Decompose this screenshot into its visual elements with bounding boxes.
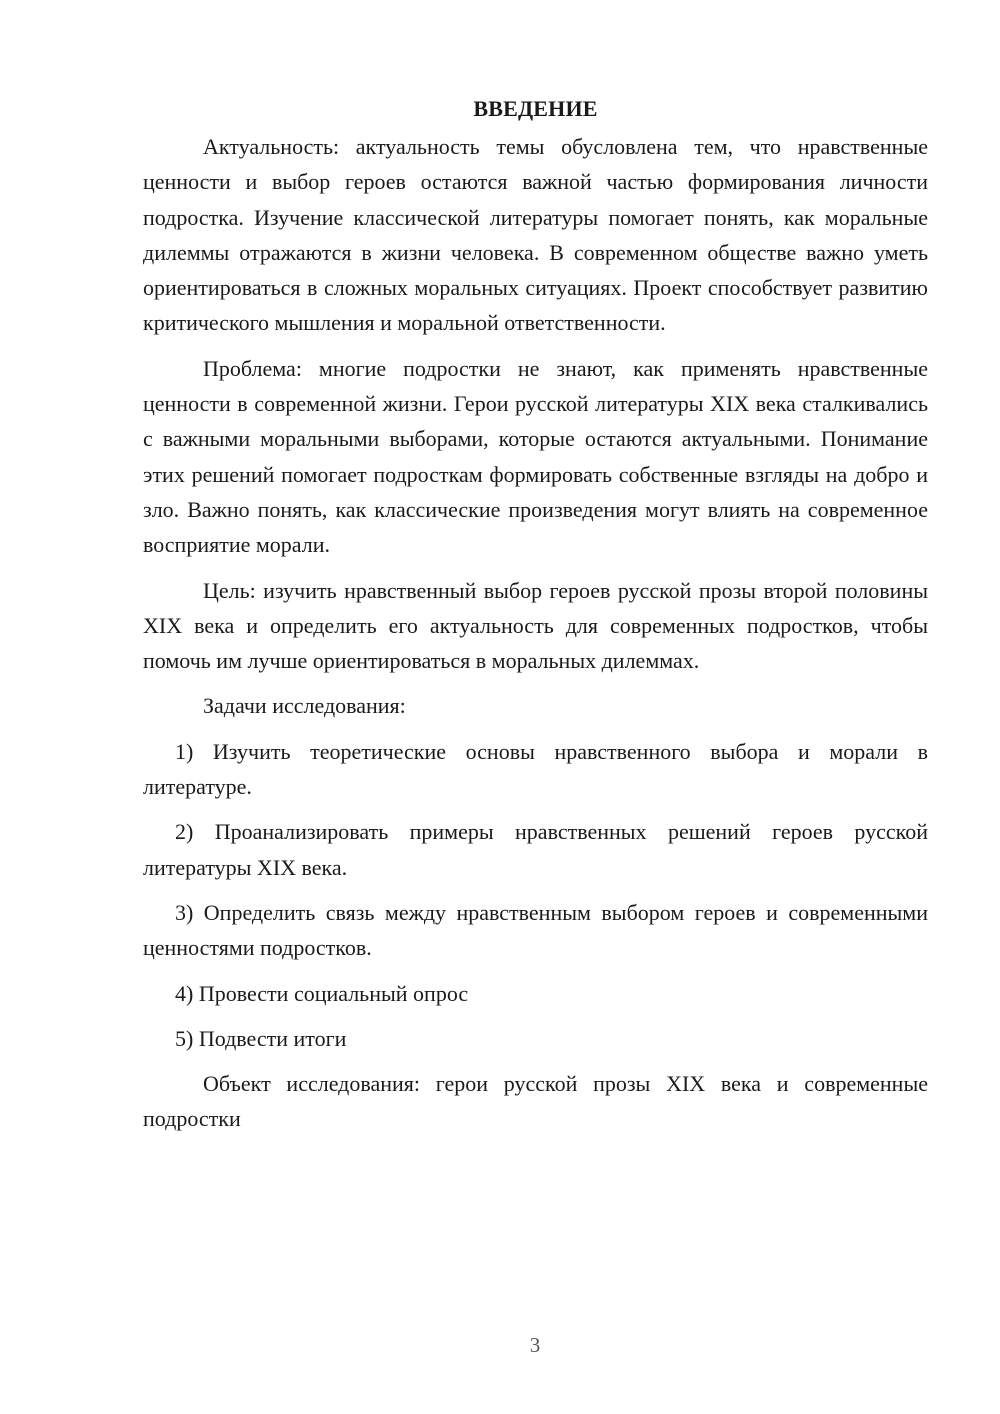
- goal-paragraph: Цель: изучить нравственный выбор героев русской прозы второй половины XIX века и определить его актуальность для современных подростков, чтобы помочь им лучше ориентироваться в моральных дилеммах.: [143, 577, 928, 674]
- task-item-2: 2) Проанализировать примеры нравственных решений героев русской литературы XIX века.: [143, 819, 928, 880]
- task-item-3: 3) Определить связь между нравственным выбором героев и современными ценностями подростков.: [143, 899, 928, 961]
- page-number: 3: [529, 1333, 541, 1357]
- section-heading: ВВЕДЕНИЕ: [473, 96, 598, 121]
- object-paragraph: Объект исследования: герои русской прозы XIX века и современные подростки: [143, 1071, 928, 1132]
- task-item-4: 4) Провести социальный опрос: [175, 980, 469, 1006]
- relevance-paragraph: Актуальность: актуальность темы обусловлена тем, что нравственные ценности и выбор героев остаются важной частью формирования личности подростка. Изучение классической литературы помогает понять, как моральные дилеммы отражаются в жизни человека. В современном обществе важно уметь ориентироваться в сложных моральных ситуациях. Проект способствует развитию критического мышления и моральной ответственности.: [143, 134, 928, 336]
- tasks-title: Задачи исследования:: [203, 693, 406, 719]
- task-item-5: 5) Подвести итоги: [175, 1025, 347, 1051]
- document-page: [143, 92, 928, 1147]
- task-item-1: 1) Изучить теоретические основы нравственного выбора и морали в литературе.: [143, 738, 928, 800]
- problem-paragraph: Проблема: многие подростки не знают, как применять нравственные ценности в современной жизни. Герои русской литературы XIX века сталкивались с важными моральными выборами, которые остаются актуальными. Понимание этих решений помогает подросткам формировать собственные взгляды на добро и зло. Важно понять, как классические произведения могут влиять на современное восприятие морали.: [143, 355, 928, 558]
